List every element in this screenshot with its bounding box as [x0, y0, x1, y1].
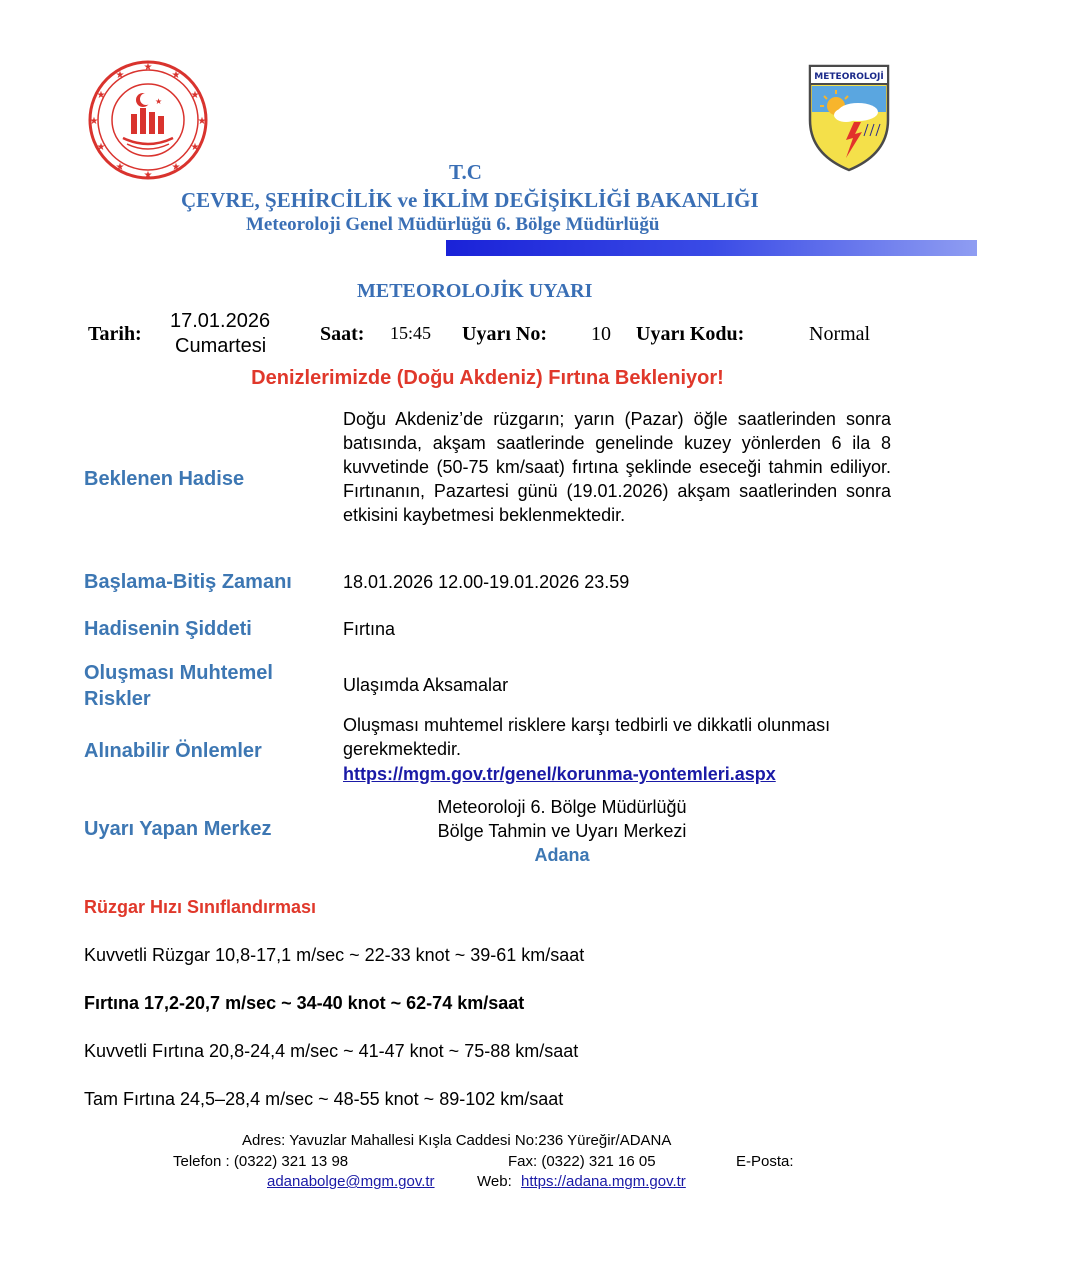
svg-text:★: ★: [115, 162, 125, 173]
date-value: 17.01.2026: [170, 310, 271, 332]
wind-item-strong-wind: Kuvvetli Rüzgar 10,8-17,1 m/sec ~ 22-33 knot ~ 39-61 km/saat: [84, 945, 585, 965]
wind-item-strong-storm: Kuvvetli Fırtına 20,8-24,4 m/sec ~ 41-47 knot ~ 75-88 km/saat: [84, 1041, 579, 1061]
footer-phone: Telefon : (0322) 321 13 98: [173, 1153, 349, 1170]
center-line2: Bölge Tahmin ve Uyarı Merkezi: [437, 821, 687, 841]
svg-text:★: ★: [115, 70, 125, 81]
warning-code-value: Normal: [809, 323, 871, 345]
logo-wordmark: METEOROLOJİ: [814, 72, 884, 82]
ministry-logo: [83, 58, 213, 182]
severity-value: Fırtına: [343, 619, 396, 639]
header-divider: [446, 240, 977, 256]
measures-label: Alınabilir Önlemler: [84, 740, 262, 762]
header-tc: T.C: [449, 160, 482, 184]
svg-text:★: ★: [143, 62, 153, 73]
footer-fax: Fax: (0322) 321 16 05: [508, 1153, 656, 1170]
protection-methods-link[interactable]: https://mgm.gov.tr/genel/korunma-yontemleri.aspx: [343, 764, 776, 784]
day-value: Cumartesi: [175, 335, 267, 357]
wind-classification-title: Rüzgar Hızı Sınıflandırması: [84, 897, 317, 917]
footer-web-label: Web:: [477, 1173, 512, 1190]
wind-item-storm: Fırtına 17,2-20,7 m/sec ~ 34-40 knot ~ 62-74 km/saat: [84, 993, 525, 1013]
svg-text:★: ★: [171, 70, 181, 81]
warning-no-value: 10: [591, 323, 611, 345]
footer-web-link[interactable]: https://adana.mgm.gov.tr: [521, 1173, 686, 1190]
svg-text:★: ★: [89, 116, 99, 127]
directorate-name: Meteoroloji Genel Müdürlüğü 6. Bölge Müdürlüğü: [246, 214, 660, 235]
svg-text:★: ★: [190, 142, 200, 153]
document-title: METEOROLOJİK UYARI: [357, 280, 593, 302]
center-city: Adana: [534, 845, 590, 865]
warning-no-label: Uyarı No:: [462, 323, 547, 345]
risks-value: Ulaşımda Aksamalar: [343, 675, 509, 695]
svg-text:★: ★: [155, 97, 163, 106]
expected-event-text: Doğu Akdeniz’de rüzgarın; yarın (Pazar) öğle saatlerinden sonra batısında, akşam saatlerinde genelinde kuzey yönlerden 6 ila 8 kuvvetinde (50-75 km/saat) fırtına şeklinde eseceği tahmin ediliyor. Fırtınanın, Pazartesi günü (19.01.2026) akşam saatlerinden sonra etkisini kaybetmesi beklenmektedir.: [343, 409, 891, 525]
period-value: 18.01.2026 12.00-19.01.2026 23.59: [343, 572, 630, 592]
svg-text:★: ★: [96, 142, 106, 153]
issuing-center-label: Uyarı Yapan Merkez: [84, 818, 272, 840]
svg-text:★: ★: [171, 162, 181, 173]
severity-label: Hadisenin Şiddeti: [84, 618, 252, 640]
warning-code-label: Uyarı Kodu:: [636, 323, 745, 345]
risks-label: Oluşması Muhtemel Riskler: [84, 662, 273, 710]
footer-address: Adres: Yavuzlar Mahallesi Kışla Caddesi No:236 Yüreğir/ADANA: [242, 1132, 672, 1149]
measures-text: Oluşması muhtemel risklere karşı tedbirli ve dikkatli olunması gerekmektedir.: [343, 715, 831, 759]
meteorology-logo: [806, 62, 892, 172]
ministry-name: ÇEVRE, ŞEHİRCİLİK ve İKLİM DEĞİŞİKLİĞİ BAKANLIĞI: [181, 188, 759, 212]
meteorology-shield-icon: [806, 62, 892, 172]
time-label: Saat:: [320, 323, 365, 345]
footer-email-label: E-Posta:: [736, 1153, 794, 1170]
wind-item-full-storm: Tam Fırtına 24,5–28,4 m/sec ~ 48-55 knot ~ 89-102 km/saat: [84, 1089, 564, 1109]
ministry-seal-icon: [83, 58, 213, 182]
period-label: Başlama-Bitiş Zamanı: [84, 571, 292, 593]
expected-event-label: Beklenen Hadise: [84, 468, 245, 490]
svg-text:★: ★: [96, 90, 106, 101]
time-value: 15:45: [390, 323, 432, 343]
center-line1: Meteoroloji 6. Bölge Müdürlüğü: [437, 797, 687, 817]
svg-text:★: ★: [143, 170, 153, 181]
svg-text:★: ★: [197, 116, 207, 127]
date-label: Tarih:: [88, 323, 142, 345]
svg-text:★: ★: [190, 90, 200, 101]
footer-email-link[interactable]: adanabolge@mgm.gov.tr: [267, 1173, 435, 1190]
warning-headline: Denizlerimizde (Doğu Akdeniz) Fırtına Bekleniyor!: [251, 367, 724, 389]
